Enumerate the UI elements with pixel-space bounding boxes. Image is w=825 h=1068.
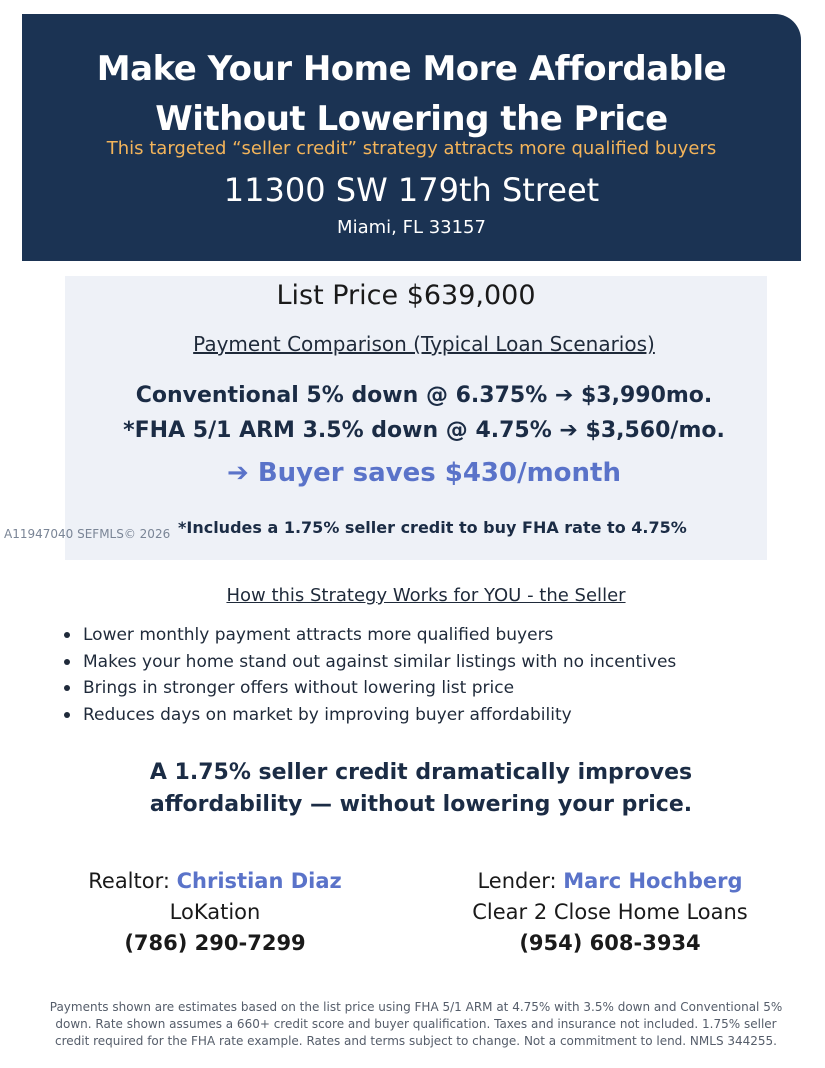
disclaimer-line-1: Payments shown are estimates based on the list price using FHA 5/1 ARM at 4.75% with 3.5% down and Conventional 5%: [49, 1000, 783, 1014]
property-city: Miami, FL 33157: [337, 217, 486, 238]
headline: [22, 44, 801, 144]
lender-contact: [450, 866, 770, 959]
lender-company: Clear 2 Close Home Loans: [472, 900, 748, 924]
mls-watermark: A11947040 SEFMLS© 2026: [4, 527, 171, 541]
bullet-icon: [64, 659, 70, 665]
headline-line-2: Without Lowering the Price: [155, 99, 668, 139]
lender-name: Marc Hochberg: [563, 869, 743, 893]
property-address: 11300 SW 179th Street: [223, 171, 600, 209]
buyer-savings: ➔ Buyer saves $430/month: [226, 458, 621, 488]
realtor-phone: (786) 290-7299: [124, 931, 306, 955]
headline-line-1: Make Your Home More Affordable: [96, 49, 727, 89]
bullet-icon: [64, 685, 70, 691]
list-item: [64, 702, 676, 729]
list-price: List Price $639,000: [276, 280, 536, 311]
disclaimer-line-2: down. Rate shown assumes a 660+ credit score and buyer qualification. Taxes and insurance not included. 1.75% seller: [55, 1017, 777, 1031]
disclaimer-line-3: credit required for the FHA rate example. Rates and terms subject to change. Not a commitment to lend. NMLS 344255.: [54, 1034, 777, 1048]
emphasis-line-2: affordability — without lowering your price.: [149, 792, 693, 817]
lender-name-line: [450, 866, 770, 897]
subheadline: This targeted “seller credit” strategy attracts more qualified buyers: [106, 138, 717, 159]
list-item: [64, 622, 676, 649]
realtor-label: Realtor:: [88, 869, 177, 893]
lender-phone: (954) 608-3934: [519, 931, 701, 955]
strategy-title: How this Strategy Works for YOU - the Seller: [226, 585, 626, 606]
header-banner: [22, 14, 801, 261]
bullet-icon: [64, 632, 70, 638]
list-item-text: Makes your home stand out against similar listings with no incentives: [83, 651, 677, 672]
emphasis-statement: [0, 757, 825, 821]
disclaimer: [20, 999, 812, 1050]
list-item-text: Lower monthly payment attracts more qualified buyers: [83, 625, 554, 645]
emphasis-line-1: A 1.75% seller credit dramatically improves: [149, 760, 693, 785]
list-item: [64, 649, 676, 676]
realtor-contact: [60, 866, 370, 959]
list-item: [64, 675, 676, 702]
list-item-text: Brings in stronger offers without lowering list price: [83, 678, 515, 698]
realtor-name: Christian Diaz: [176, 869, 342, 893]
fha-scenario: *FHA 5/1 ARM 3.5% down @ 4.75% ➔ $3,560/mo.: [123, 418, 725, 443]
lender-label: Lender:: [477, 869, 564, 893]
conventional-scenario: Conventional 5% down @ 6.375% ➔ $3,990mo.: [135, 383, 713, 408]
comparison-title: Payment Comparison (Typical Loan Scenarios): [193, 332, 655, 356]
seller-credit-note: *Includes a 1.75% seller credit to buy FHA rate to 4.75%: [178, 518, 687, 537]
realtor-name-line: [60, 866, 370, 897]
bullet-icon: [64, 712, 70, 718]
realtor-company: LoKation: [169, 900, 261, 924]
list-item-text: Reduces days on market by improving buyer affordability: [83, 704, 572, 725]
strategy-list: [64, 622, 676, 728]
